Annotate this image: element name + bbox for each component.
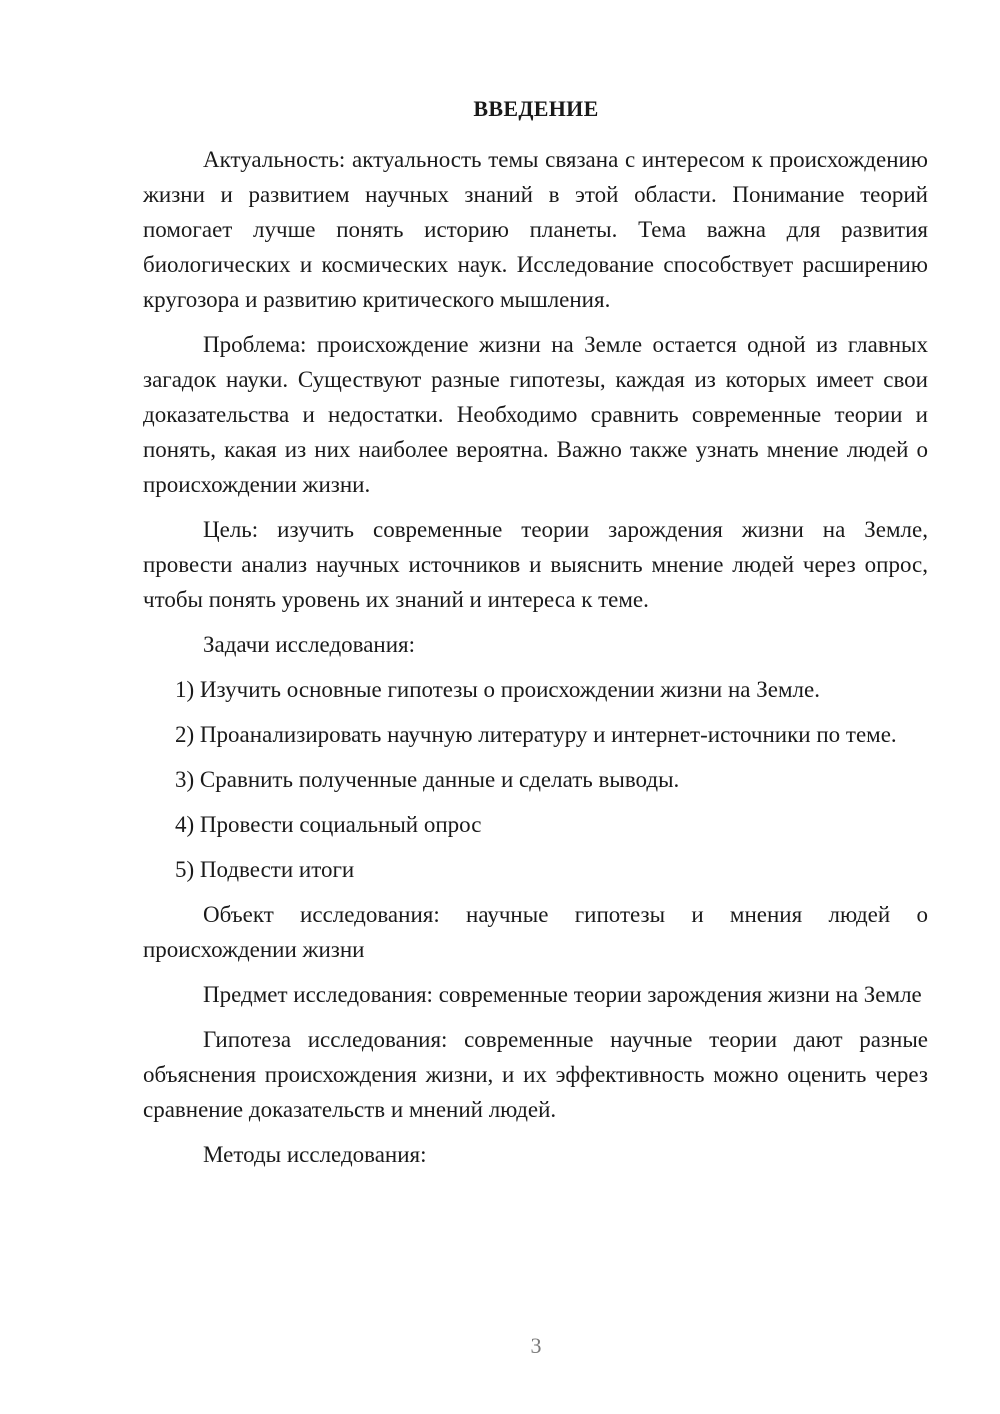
object-paragraph: Объект исследования: научные гипотезы и мнения людей о происхождении жизни <box>143 902 928 962</box>
relevance-paragraph: Актуальность: актуальность темы связана с интересом к происхождению жизни и развитием научных знаний в этой области. Понимание теорий помогает лучше понять историю планеты. Тема важна для развития биологических и космических наук. Исследование способствует расширению кругозора и развитию критического мышления. <box>143 147 928 312</box>
page-number: 3 <box>530 1333 542 1358</box>
task-item-1: 1) Изучить основные гипотезы о происхождении жизни на Земле. <box>175 677 820 702</box>
task-item-4: 4) Провести социальный опрос <box>175 812 482 837</box>
tasks-heading: Задачи исследования: <box>203 632 416 657</box>
goal-paragraph: Цель: изучить современные теории зарождения жизни на Земле, провести анализ научных источников и выяснить мнение людей через опрос, чтобы понять уровень их знаний и интереса к теме. <box>143 517 928 612</box>
hypothesis-paragraph: Гипотеза исследования: современные научные теории дают разные объяснения происхождения жизни, и их эффективность можно оценить через сравнение доказательств и мнений людей. <box>143 1027 928 1122</box>
problem-paragraph: Проблема: происхождение жизни на Земле остается одной из главных загадок науки. Существуют разные гипотезы, каждая из которых имеет свои доказательства и недостатки. Необходимо сравнить современные теории и понять, какая из них наиболее вероятна. Важно также узнать мнение людей о происхождении жизни. <box>143 332 928 497</box>
task-item-3: 3) Сравнить полученные данные и сделать выводы. <box>175 767 680 792</box>
subject-paragraph: Предмет исследования: современные теории зарождения жизни на Земле <box>203 982 922 1007</box>
methods-heading: Методы исследования: <box>203 1142 427 1167</box>
task-item-2: 2) Проанализировать научную литературу и интернет-источники по теме. <box>175 722 897 747</box>
page-title: ВВЕДЕНИЕ <box>473 96 599 121</box>
document-body <box>143 142 928 1182</box>
task-item-5: 5) Подвести итоги <box>175 857 355 882</box>
